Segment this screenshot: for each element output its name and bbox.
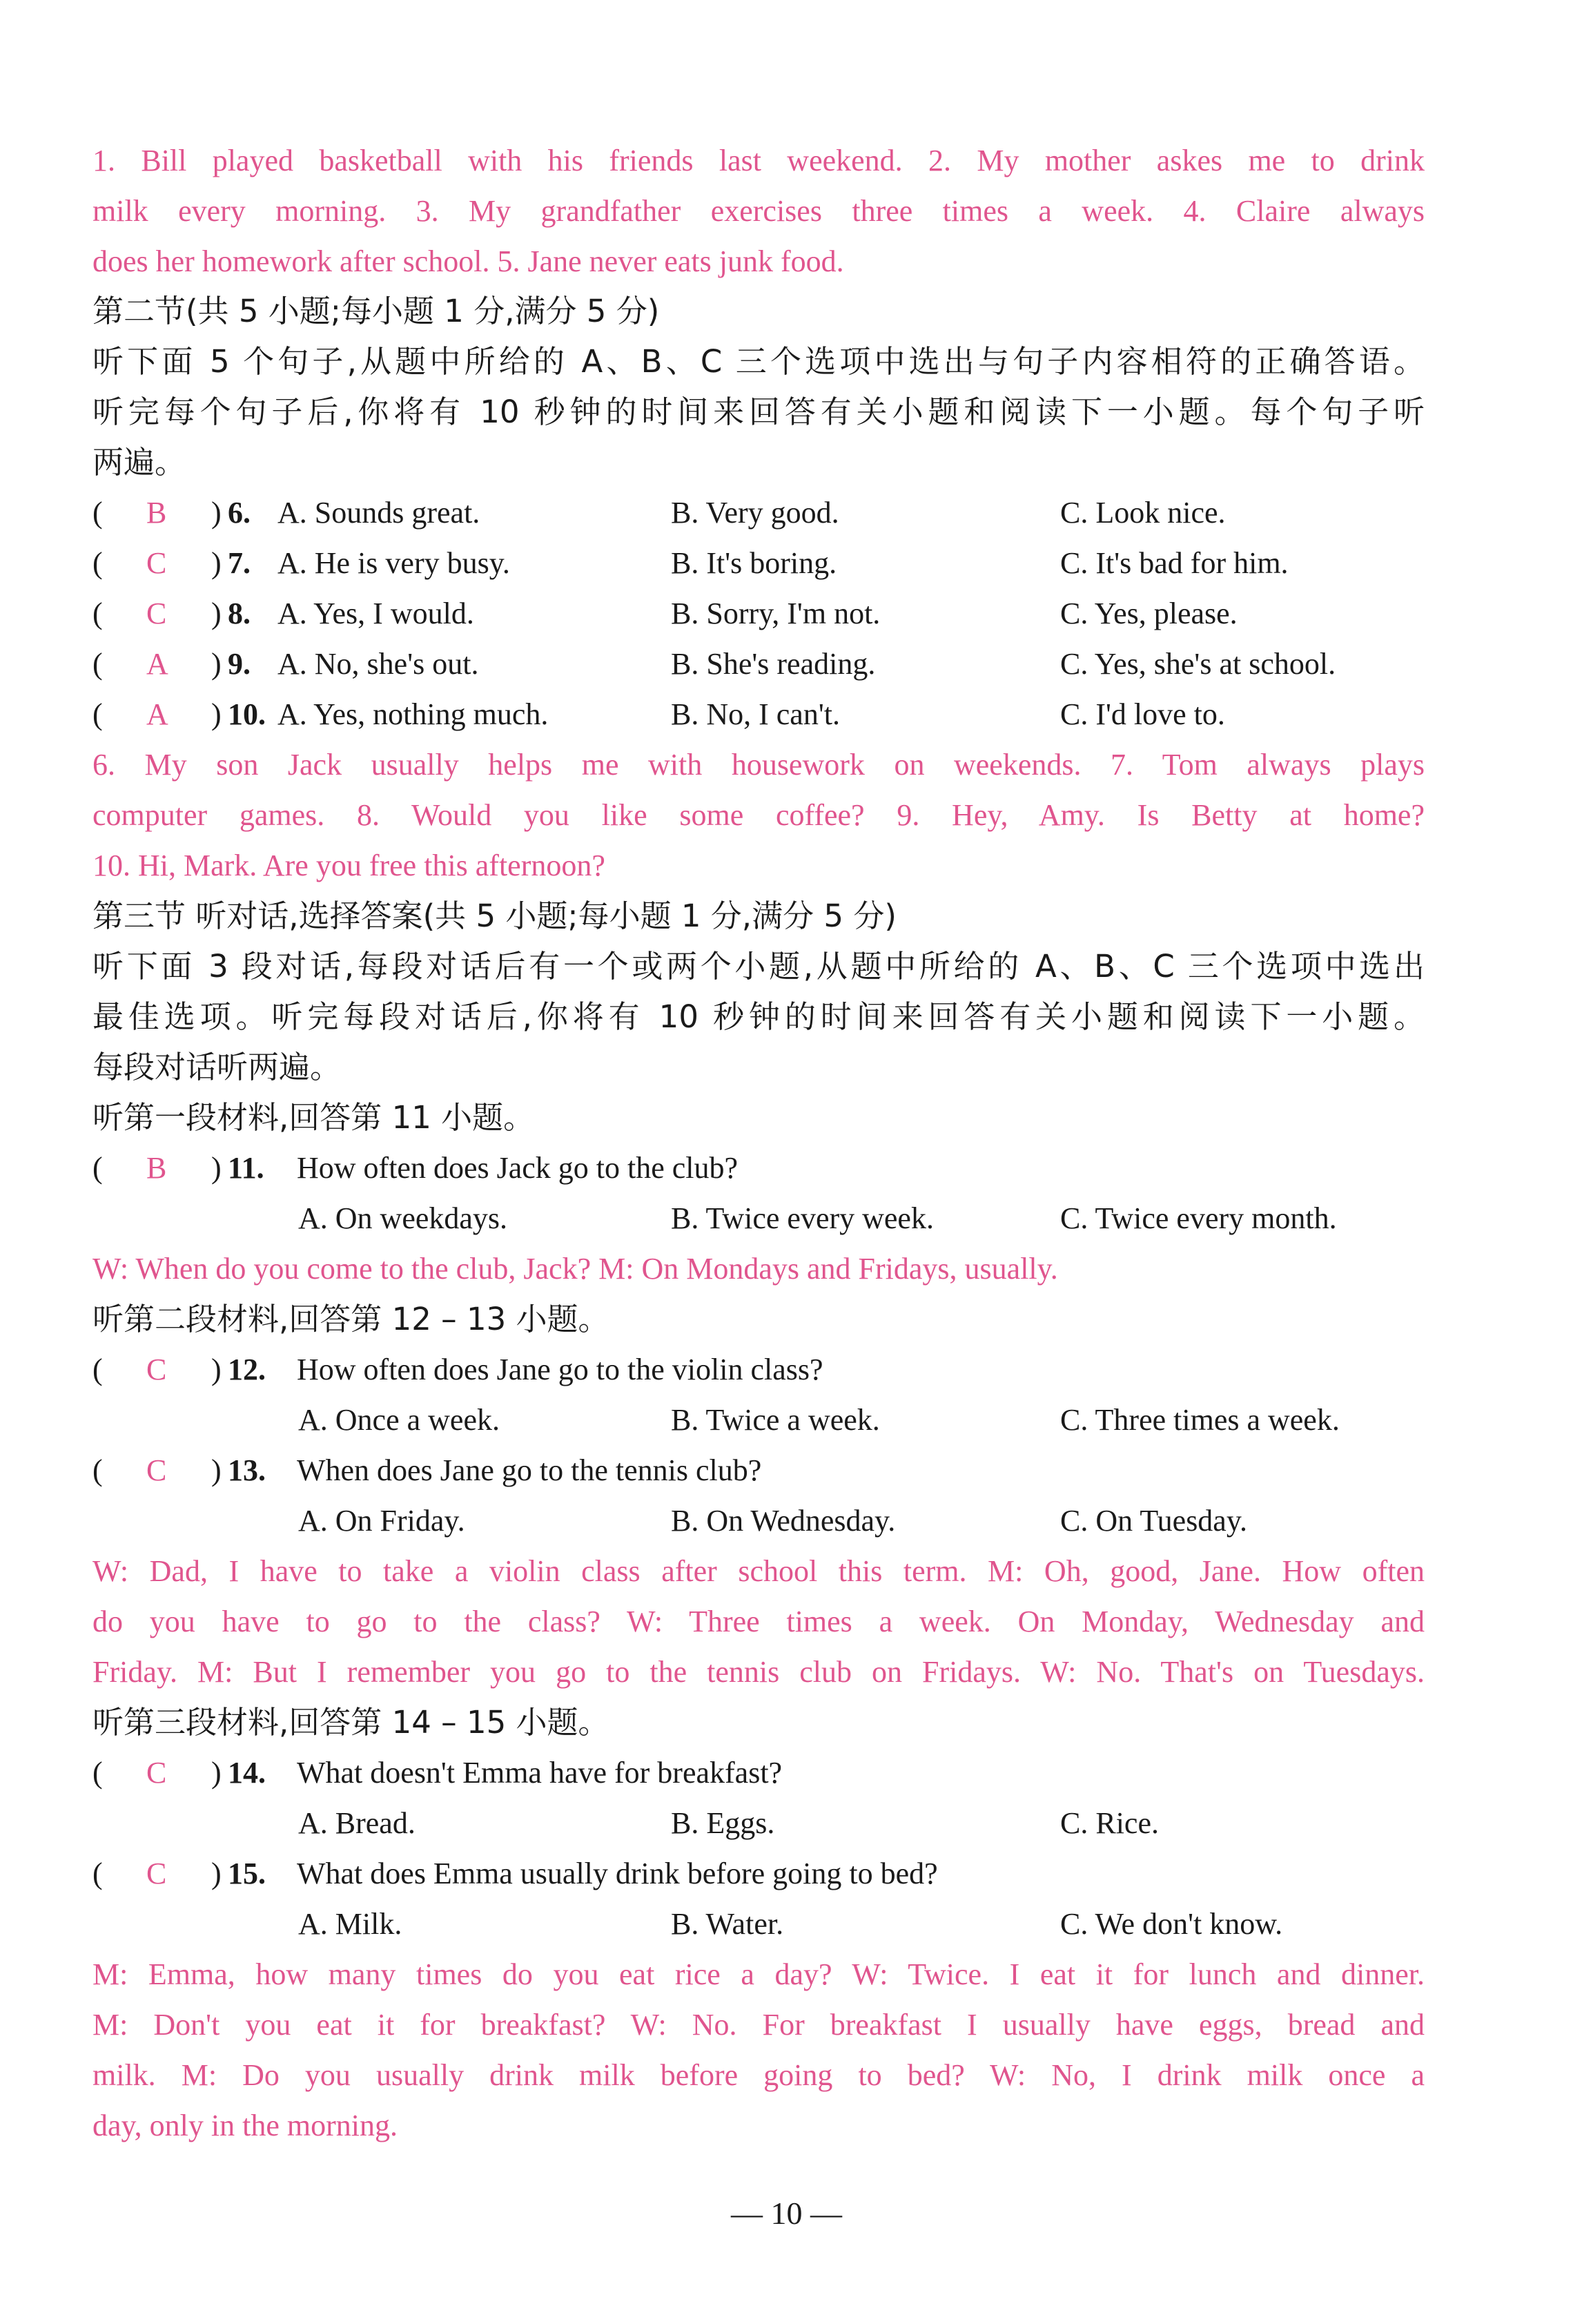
option-c: C. I'd love to. bbox=[1060, 697, 1225, 731]
instruction-line: 听下面 5 个句子,从题中所给的 A、B、C 三个选项中选出与句子内容相符的正确答语。 bbox=[92, 343, 1425, 380]
paren-close: ) bbox=[211, 1353, 222, 1386]
option-b: B. Very good. bbox=[671, 496, 839, 530]
paren-open: ( bbox=[92, 546, 103, 580]
question-11 bbox=[92, 1148, 1425, 1189]
paren-open: ( bbox=[92, 647, 103, 681]
answer-letter: C bbox=[146, 1857, 167, 1890]
paren-close: ) bbox=[211, 1453, 222, 1487]
answer-letter: C bbox=[146, 1453, 167, 1487]
question-8 bbox=[92, 593, 1425, 635]
option-b: B. On Wednesday. bbox=[671, 1504, 896, 1538]
question-stem: How often does Jack go to the club? bbox=[297, 1151, 739, 1185]
question-9 bbox=[92, 643, 1425, 685]
question-number: 7. bbox=[228, 546, 251, 580]
question-10 bbox=[92, 694, 1425, 735]
paren-open: ( bbox=[92, 1857, 103, 1890]
paren-open: ( bbox=[92, 1453, 103, 1487]
option-b: B. Sorry, I'm not. bbox=[671, 597, 881, 630]
page-number: — 10 — bbox=[731, 2196, 842, 2231]
option-c: C. Twice every month. bbox=[1060, 1201, 1337, 1235]
question-number: 9. bbox=[228, 647, 251, 681]
section-heading: 第二节(共 5 小题;每小题 1 分,满分 5 分) bbox=[92, 293, 660, 329]
script-line: computer games. 8. Would you like some coffee? 9. Hey, Amy. Is Betty at home? bbox=[92, 798, 1425, 832]
script-line: milk every morning. 3. My grandfather exercises three times a week. 4. Claire always bbox=[92, 194, 1425, 228]
answer-letter: C bbox=[146, 546, 167, 580]
section-heading: 第三节 听对话,选择答案(共 5 小题;每小题 1 分,满分 5 分) bbox=[92, 898, 897, 934]
option-a: A. Milk. bbox=[298, 1907, 402, 1941]
question-number: 8. bbox=[228, 597, 251, 630]
paren-open: ( bbox=[92, 597, 103, 630]
option-c: C. Yes, she's at school. bbox=[1060, 647, 1336, 681]
question-stem: What does Emma usually drink before going to bed? bbox=[297, 1857, 938, 1890]
instruction-line: 听完每个句子后,你将有 10 秒钟的时间来回答有关小题和阅读下一小题。每个句子听 bbox=[92, 394, 1425, 430]
answer-letter: C bbox=[146, 597, 167, 630]
option-b: B. No, I can't. bbox=[671, 697, 840, 731]
question-number: 6. bbox=[228, 496, 251, 530]
paren-close: ) bbox=[211, 1151, 222, 1185]
paren-open: ( bbox=[92, 1151, 103, 1185]
paren-close: ) bbox=[211, 546, 222, 580]
question-7 bbox=[92, 543, 1425, 584]
option-c: C. Yes, please. bbox=[1060, 597, 1238, 630]
question-number: 13. bbox=[228, 1453, 266, 1487]
script-line: 1. Bill played basketball with his friends last weekend. 2. My mother askes me to drink bbox=[92, 144, 1425, 177]
question-number: 15. bbox=[228, 1857, 266, 1890]
paren-close: ) bbox=[211, 1756, 222, 1790]
answer-letter: B bbox=[146, 1151, 167, 1185]
instruction-line: 听下面 3 段对话,每段对话后有一个或两个小题,从题中所给的 A、B、C 三个选项中选出 bbox=[92, 948, 1425, 985]
option-c: C. It's bad for him. bbox=[1060, 546, 1289, 580]
script-line: Friday. M: But I remember you go to the tennis club on Fridays. W: No. That's on Tuesdays. bbox=[92, 1655, 1425, 1689]
instruction-line: 最佳选项。听完每段对话后,你将有 10 秒钟的时间来回答有关小题和阅读下一小题。 bbox=[92, 998, 1425, 1035]
option-c: C. Rice. bbox=[1060, 1806, 1159, 1840]
options-row bbox=[92, 1500, 1425, 1542]
paren-open: ( bbox=[92, 1756, 103, 1790]
question-number: 10. bbox=[228, 697, 266, 731]
option-b: B. Water. bbox=[671, 1907, 784, 1941]
script-line: W: Dad, I have to take a violin class after school this term. M: Oh, good, Jane. How often bbox=[92, 1554, 1425, 1588]
question-15 bbox=[92, 1853, 1425, 1895]
instruction-line: 两遍。 bbox=[92, 444, 186, 481]
option-a: A. He is very busy. bbox=[277, 546, 510, 580]
question-number: 14. bbox=[228, 1756, 266, 1790]
answer-letter: B bbox=[146, 496, 167, 530]
script-line: day, only in the morning. bbox=[92, 2109, 398, 2142]
options-row bbox=[92, 1400, 1425, 1441]
question-stem: What doesn't Emma have for breakfast? bbox=[297, 1756, 783, 1790]
answer-letter: A bbox=[146, 697, 168, 731]
part-label: 听第三段材料,回答第 14 – 15 小题。 bbox=[92, 1704, 609, 1741]
paren-close: ) bbox=[211, 1857, 222, 1890]
option-c: C. We don't know. bbox=[1060, 1907, 1283, 1941]
answer-letter: A bbox=[146, 647, 168, 681]
part-label: 听第一段材料,回答第 11 小题。 bbox=[92, 1099, 535, 1136]
option-a: A. No, she's out. bbox=[277, 647, 479, 681]
option-a: A. Yes, I would. bbox=[277, 597, 474, 630]
question-stem: How often does Jane go to the violin class? bbox=[297, 1353, 823, 1386]
option-b: B. Twice every week. bbox=[671, 1201, 934, 1235]
script-line: M: Emma, how many times do you eat rice a day? W: Twice. I eat it for lunch and dinner. bbox=[92, 1957, 1425, 1991]
question-number: 12. bbox=[228, 1353, 266, 1386]
paren-open: ( bbox=[92, 697, 103, 731]
option-b: B. Twice a week. bbox=[671, 1403, 880, 1437]
instruction-line: 每段对话听两遍。 bbox=[92, 1049, 342, 1085]
script-line: milk. M: Do you usually drink milk before going to bed? W: No, I drink milk once a bbox=[92, 2058, 1425, 2092]
question-12 bbox=[92, 1349, 1425, 1391]
option-c: C. Look nice. bbox=[1060, 496, 1226, 530]
question-13 bbox=[92, 1450, 1425, 1491]
option-a: A. Once a week. bbox=[298, 1403, 500, 1437]
option-b: B. She's reading. bbox=[671, 647, 876, 681]
script-line: 6. My son Jack usually helps me with housework on weekends. 7. Tom always plays bbox=[92, 748, 1425, 782]
option-b: B. Eggs. bbox=[671, 1806, 775, 1840]
script-line: W: When do you come to the club, Jack? M: On Mondays and Fridays, usually. bbox=[92, 1252, 1058, 1286]
script-line: 10. Hi, Mark. Are you free this afternoon? bbox=[92, 849, 605, 882]
options-row bbox=[92, 1803, 1425, 1844]
option-a: A. Bread. bbox=[298, 1806, 416, 1840]
option-a: A. Yes, nothing much. bbox=[277, 697, 549, 731]
paren-close: ) bbox=[211, 597, 222, 630]
question-stem: When does Jane go to the tennis club? bbox=[297, 1453, 762, 1487]
question-6 bbox=[92, 492, 1425, 534]
question-number: 11. bbox=[228, 1151, 264, 1185]
paren-open: ( bbox=[92, 1353, 103, 1386]
answer-letter: C bbox=[146, 1353, 167, 1386]
script-line: M: Don't you eat it for breakfast? W: No. For breakfast I usually have eggs, bread and bbox=[92, 2008, 1425, 2042]
paren-close: ) bbox=[211, 496, 222, 530]
question-14 bbox=[92, 1752, 1425, 1794]
option-a: A. On weekdays. bbox=[298, 1201, 508, 1235]
paren-open: ( bbox=[92, 496, 103, 530]
paren-close: ) bbox=[211, 647, 222, 681]
paren-close: ) bbox=[211, 697, 222, 731]
answer-letter: C bbox=[146, 1756, 167, 1790]
part-label: 听第二段材料,回答第 12 – 13 小题。 bbox=[92, 1301, 609, 1337]
option-b: B. It's boring. bbox=[671, 546, 837, 580]
options-row bbox=[92, 1904, 1425, 1945]
option-c: C. On Tuesday. bbox=[1060, 1504, 1247, 1538]
options-row bbox=[92, 1198, 1425, 1239]
script-line: does her homework after school. 5. Jane never eats junk food. bbox=[92, 244, 844, 278]
script-line: do you have to go to the class? W: Three times a week. On Monday, Wednesday and bbox=[92, 1605, 1425, 1638]
option-c: C. Three times a week. bbox=[1060, 1403, 1340, 1437]
option-a: A. On Friday. bbox=[298, 1504, 465, 1538]
option-a: A. Sounds great. bbox=[277, 496, 480, 530]
